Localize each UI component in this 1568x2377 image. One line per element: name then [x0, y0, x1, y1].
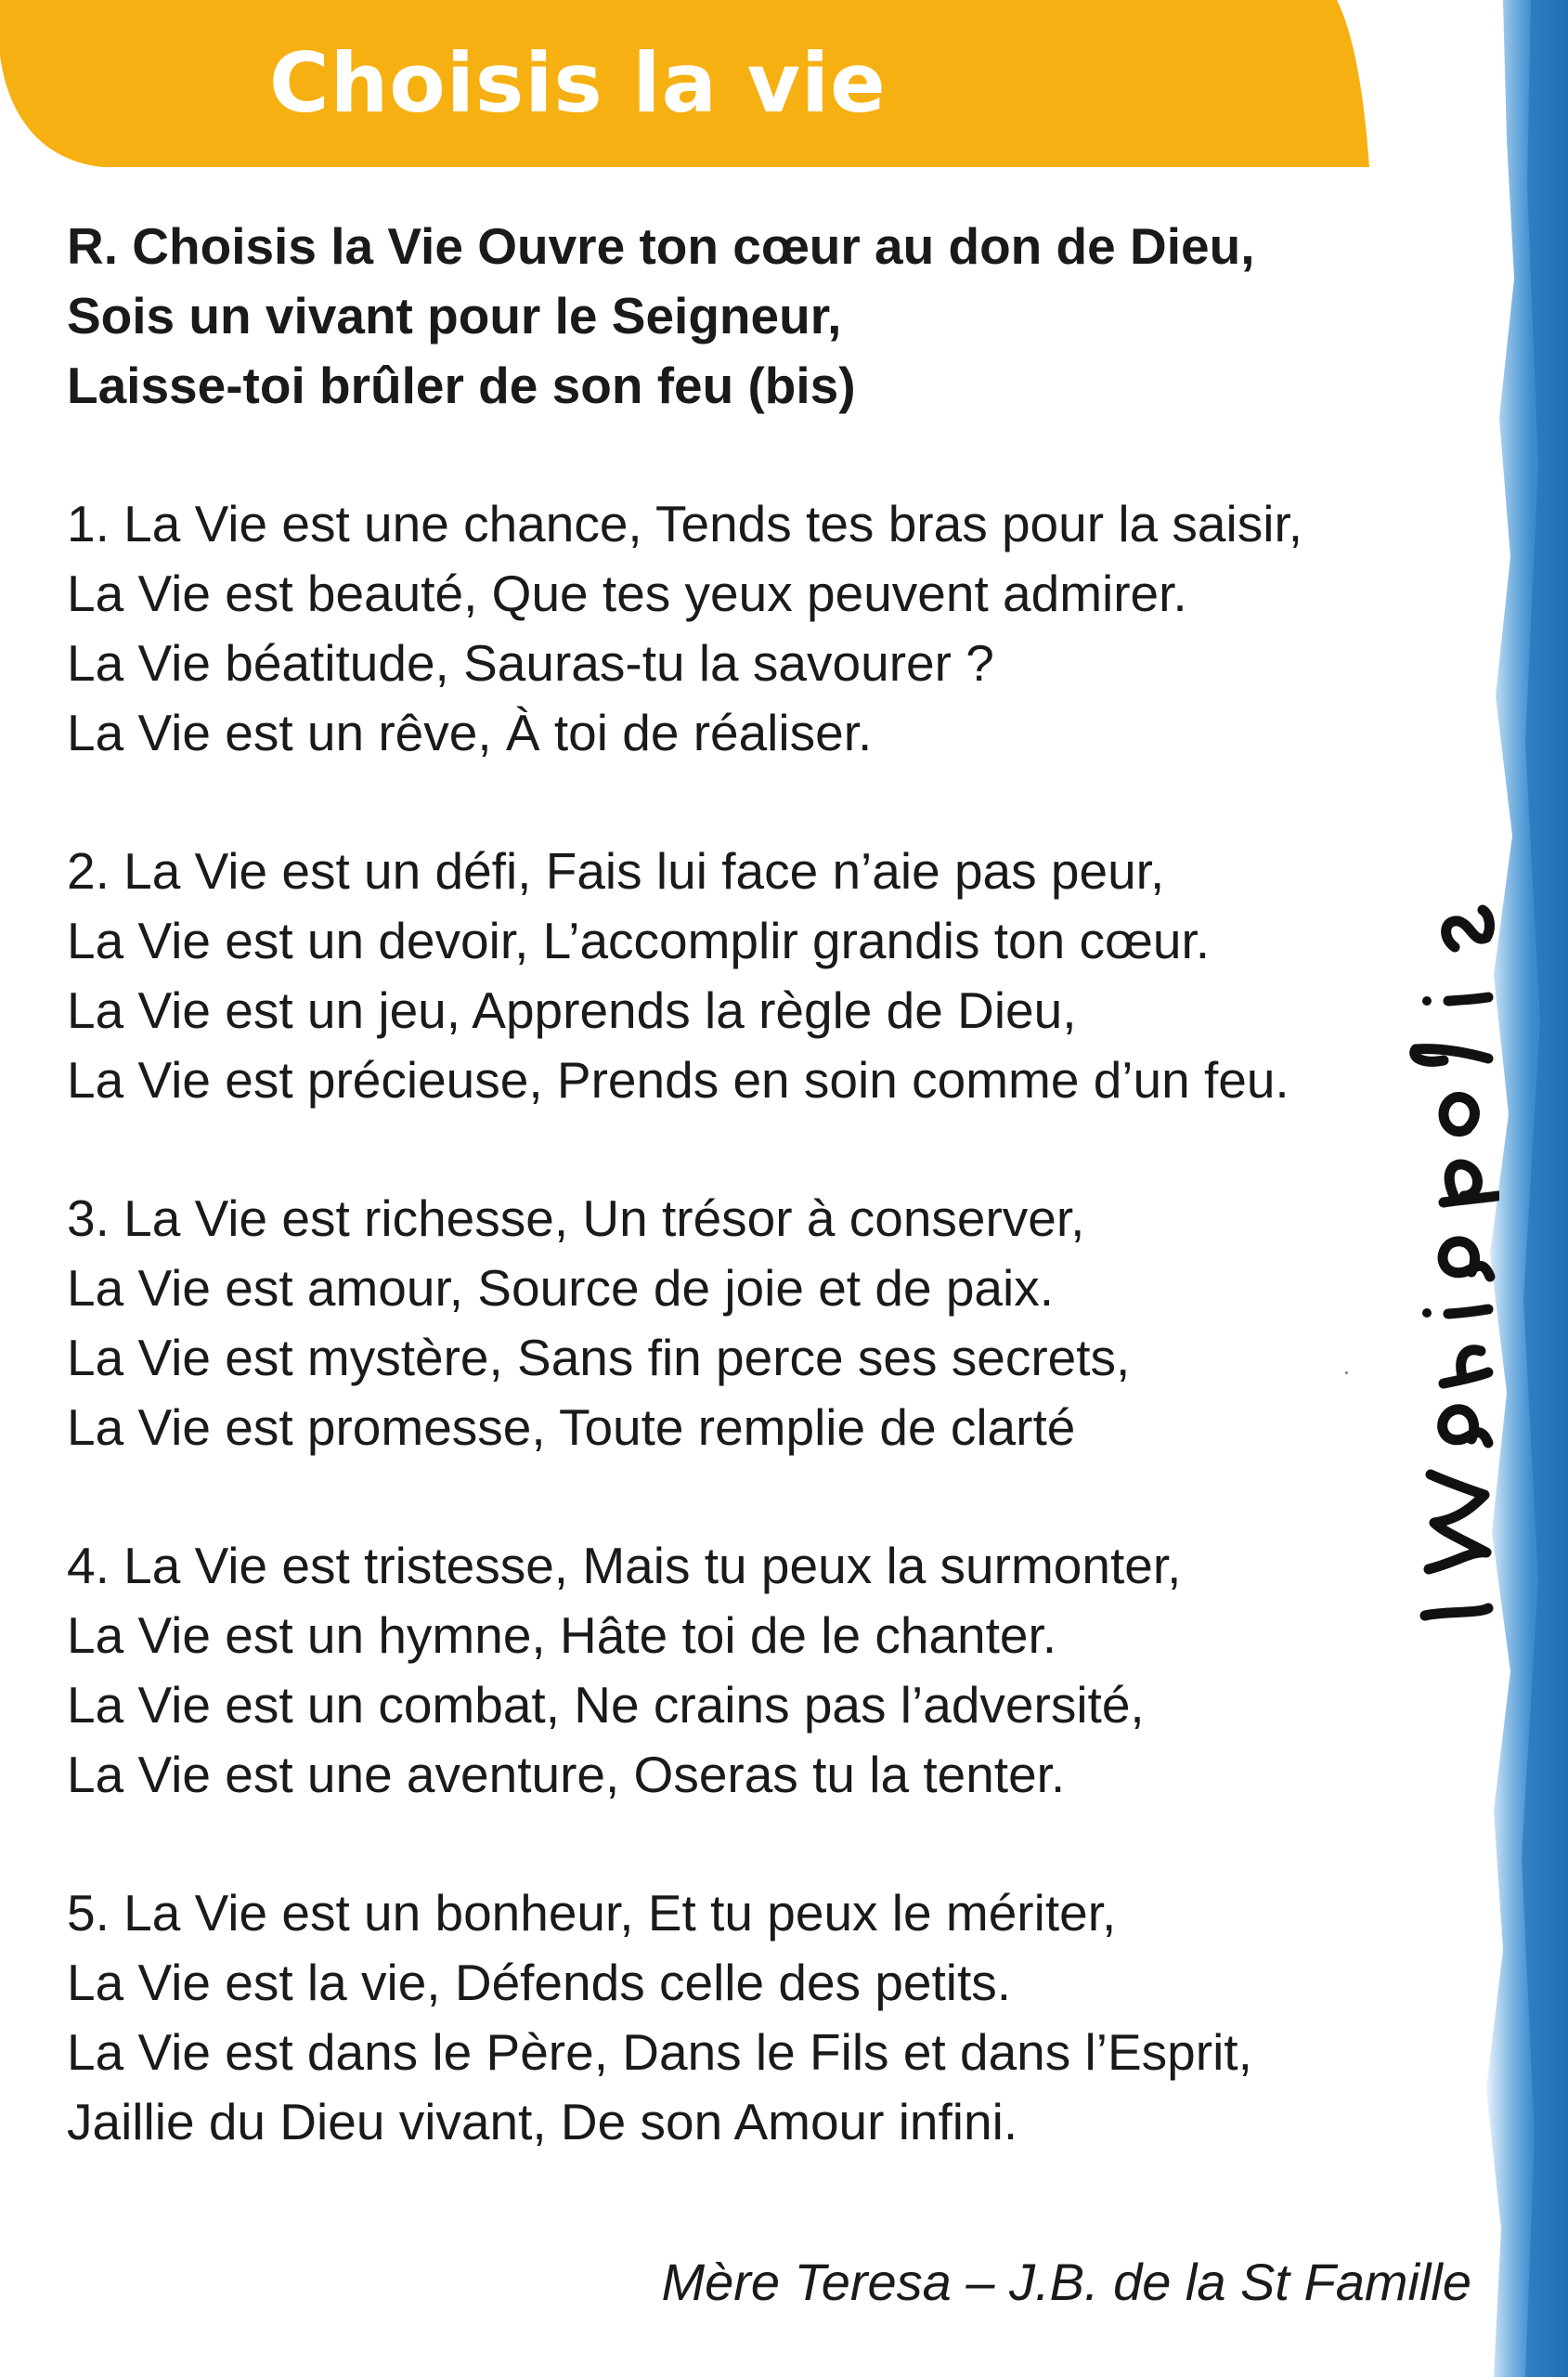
- refrain-line: R. Choisis la Vie Ouvre ton cœur au don de Dieu,: [67, 217, 1255, 275]
- verse-line: La Vie est amour, Source de joie et de paix.: [67, 1259, 1054, 1317]
- author-credit: Mère Teresa – J.B. de la St Famille: [661, 2253, 1471, 2311]
- verse-line: La Vie est un rêve, À toi de réaliser.: [67, 704, 873, 761]
- verse-line: Jaillie du Dieu vivant, De son Amour infini.: [67, 2093, 1018, 2150]
- refrain: [67, 212, 1441, 421]
- mariapolis-signature-logo: [1406, 752, 1499, 1634]
- song-lyrics: [67, 212, 1441, 2226]
- verse-line: La Vie est dans le Père, Dans le Fils et dans l’Esprit,: [67, 2023, 1252, 2081]
- verse-line: 2. La Vie est un défi, Fais lui face n’aie pas peur,: [67, 842, 1165, 900]
- refrain-line: Laisse-toi brûler de son feu (bis): [67, 357, 856, 414]
- verse-line: La Vie est la vie, Défends celle des petits.: [67, 1954, 1012, 2011]
- verse-2: [67, 837, 1441, 1115]
- verse-3: [67, 1184, 1441, 1462]
- verse-5: [67, 1878, 1441, 2157]
- verse-line: La Vie est mystère, Sans fin perce ses secrets,: [67, 1329, 1131, 1386]
- refrain-line: Sois un vivant pour le Seigneur,: [67, 287, 842, 344]
- verse-1: [67, 489, 1441, 768]
- verse-line: La Vie est précieuse, Prends en soin comme d’un feu.: [67, 1051, 1289, 1109]
- verse-line: La Vie est un devoir, L’accomplir grandis ton cœur.: [67, 912, 1211, 969]
- verse-line: La Vie est un hymne, Hâte toi de le chanter.: [67, 1606, 1057, 1664]
- verse-line: 3. La Vie est richesse, Un trésor à conserver,: [67, 1189, 1085, 1247]
- verse-line: La Vie béatitude, Sauras-tu la savourer ?: [67, 634, 994, 692]
- verse-4: [67, 1531, 1441, 1810]
- verse-line: La Vie est promesse, Toute remplie de clarté: [67, 1398, 1076, 1456]
- verse-line: La Vie est un jeu, Apprends la règle de Dieu,: [67, 981, 1077, 1039]
- page-title: Choisis la vie: [269, 35, 887, 131]
- verse-line: 5. La Vie est un bonheur, Et tu peux le mériter,: [67, 1884, 1117, 1942]
- verse-line: 1. La Vie est une chance, Tends tes bras pour la saisir,: [67, 495, 1303, 552]
- decorative-dot: [1345, 1371, 1348, 1374]
- verse-line: La Vie est un combat, Ne crains pas l’adversité,: [67, 1676, 1145, 1734]
- verse-line: La Vie est une aventure, Oseras tu la tenter.: [67, 1746, 1066, 1803]
- verse-line: 4. La Vie est tristesse, Mais tu peux la surmonter,: [67, 1537, 1182, 1594]
- verse-line: La Vie est beauté, Que tes yeux peuvent admirer.: [67, 565, 1187, 622]
